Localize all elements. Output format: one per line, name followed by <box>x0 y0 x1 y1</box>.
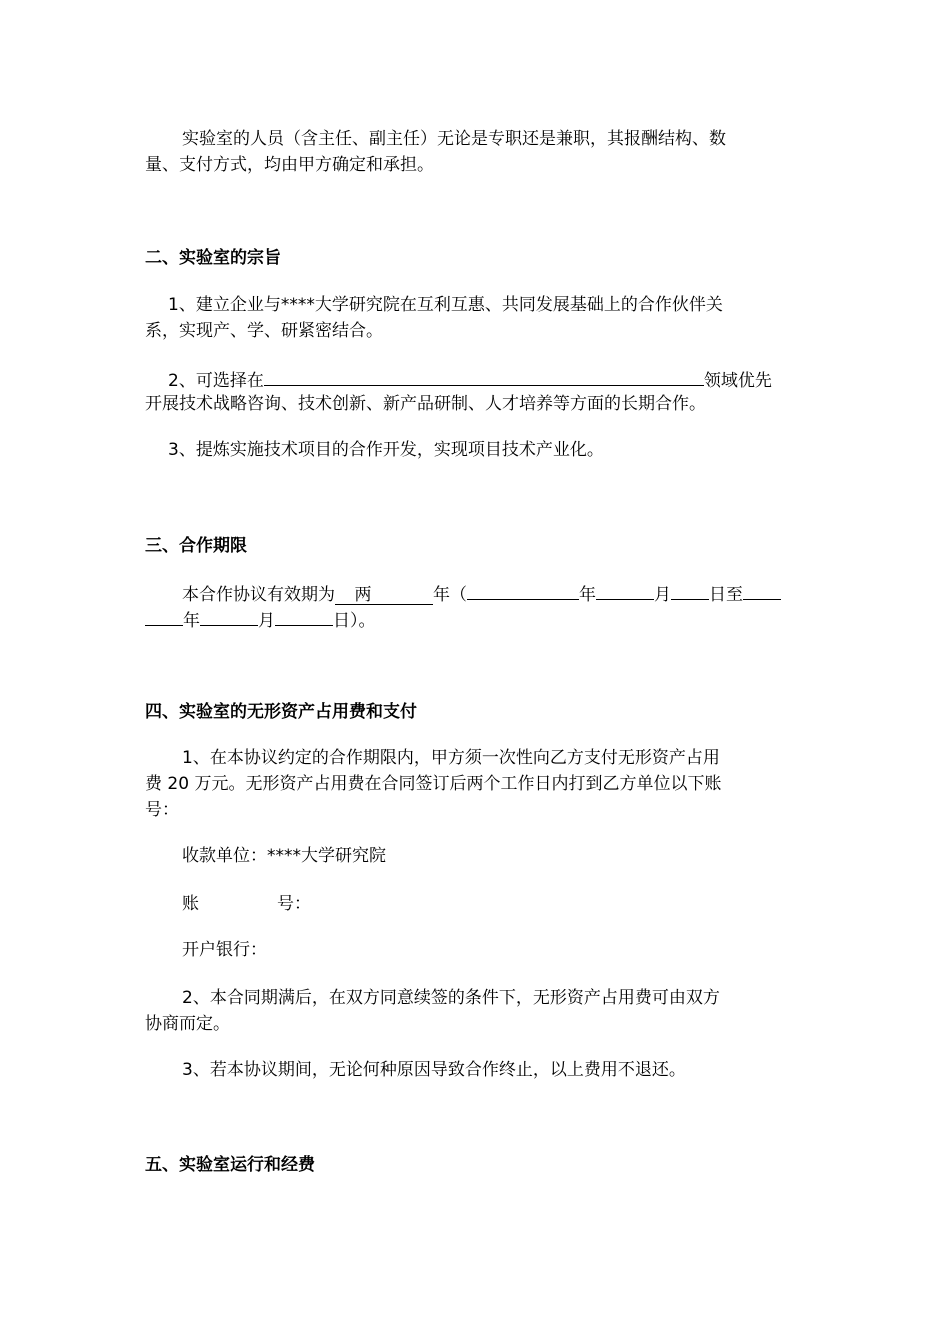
end-year-blank-part1[interactable] <box>743 580 781 600</box>
section-3-heading: 三、合作期限 <box>145 536 247 556</box>
term-line2 <box>145 606 376 633</box>
section-5-heading: 五、实验室运行和经费 <box>145 1155 315 1175</box>
end-year-blank-part2[interactable] <box>145 606 183 626</box>
term-text-end-month: 月 <box>258 611 275 631</box>
term-text-month: 月 <box>654 585 671 605</box>
fee-item-1-line3: 号： <box>145 800 179 820</box>
fee-item-1-line2: 费 20 万元。无形资产占用费在合同签订后两个工作日内打到乙方单位以下账 <box>145 774 722 794</box>
term-years-value: 两 <box>354 585 372 605</box>
start-year-blank[interactable] <box>467 580 579 600</box>
fee-item-2-line2: 协商而定。 <box>145 1014 230 1034</box>
purpose-item-2-prefix: 2、可选择在 <box>168 371 264 391</box>
purpose-item-2-line1 <box>168 366 772 393</box>
fee-item-3: 3、若本协议期间，无论何种原因导致合作终止，以上费用不退还。 <box>182 1060 686 1080</box>
term-text-day-to: 日至 <box>709 585 743 605</box>
payee-line: 收款单位：****大学研究院 <box>182 846 386 866</box>
term-text-validity: 本合作协议有效期为 <box>182 585 335 605</box>
start-month-blank[interactable] <box>596 580 654 600</box>
purpose-item-1-line2: 系，实现产、学、研紧密结合。 <box>145 321 383 341</box>
term-years-field[interactable] <box>335 585 433 605</box>
end-month-blank[interactable] <box>200 606 258 626</box>
field-domain-blank[interactable] <box>264 366 704 386</box>
end-day-blank[interactable] <box>275 606 333 626</box>
term-text-year-open: 年（ <box>433 585 467 605</box>
fee-item-1-line1: 1、在本协议约定的合作期限内，甲方须一次性向乙方支付无形资产占用 <box>182 748 720 768</box>
start-day-blank[interactable] <box>671 580 709 600</box>
account-label-part2: 号： <box>277 894 311 914</box>
bank-line: 开户银行： <box>182 940 267 960</box>
purpose-item-2-line2: 开展技术战略咨询、技术创新、新产品研制、人才培养等方面的长期合作。 <box>145 394 706 414</box>
account-label-part1: 账 <box>182 894 199 914</box>
paragraph-personnel-line1: 实验室的人员（含主任、副主任）无论是专职还是兼职，其报酬结构、数 <box>182 129 726 149</box>
section-4-heading: 四、实验室的无形资产占用费和支付 <box>145 702 417 722</box>
fee-item-2-line1: 2、本合同期满后，在双方同意续签的条件下，无形资产占用费可由双方 <box>182 988 720 1008</box>
term-line1 <box>182 580 781 607</box>
term-text-end-year: 年 <box>183 611 200 631</box>
section-2-heading: 二、实验室的宗旨 <box>145 248 281 268</box>
purpose-item-1-line1: 1、建立企业与****大学研究院在互利互惠、共同发展基础上的合作伙伴关 <box>168 295 723 315</box>
paragraph-personnel-line2: 量、支付方式，均由甲方确定和承担。 <box>145 155 434 175</box>
term-text-year: 年 <box>579 585 596 605</box>
purpose-item-2-suffix: 领域优先 <box>703 371 772 391</box>
purpose-item-3: 3、提炼实施技术项目的合作开发，实现项目技术产业化。 <box>168 440 604 460</box>
term-text-end-day: 日）。 <box>333 611 376 631</box>
account-line <box>182 892 311 916</box>
